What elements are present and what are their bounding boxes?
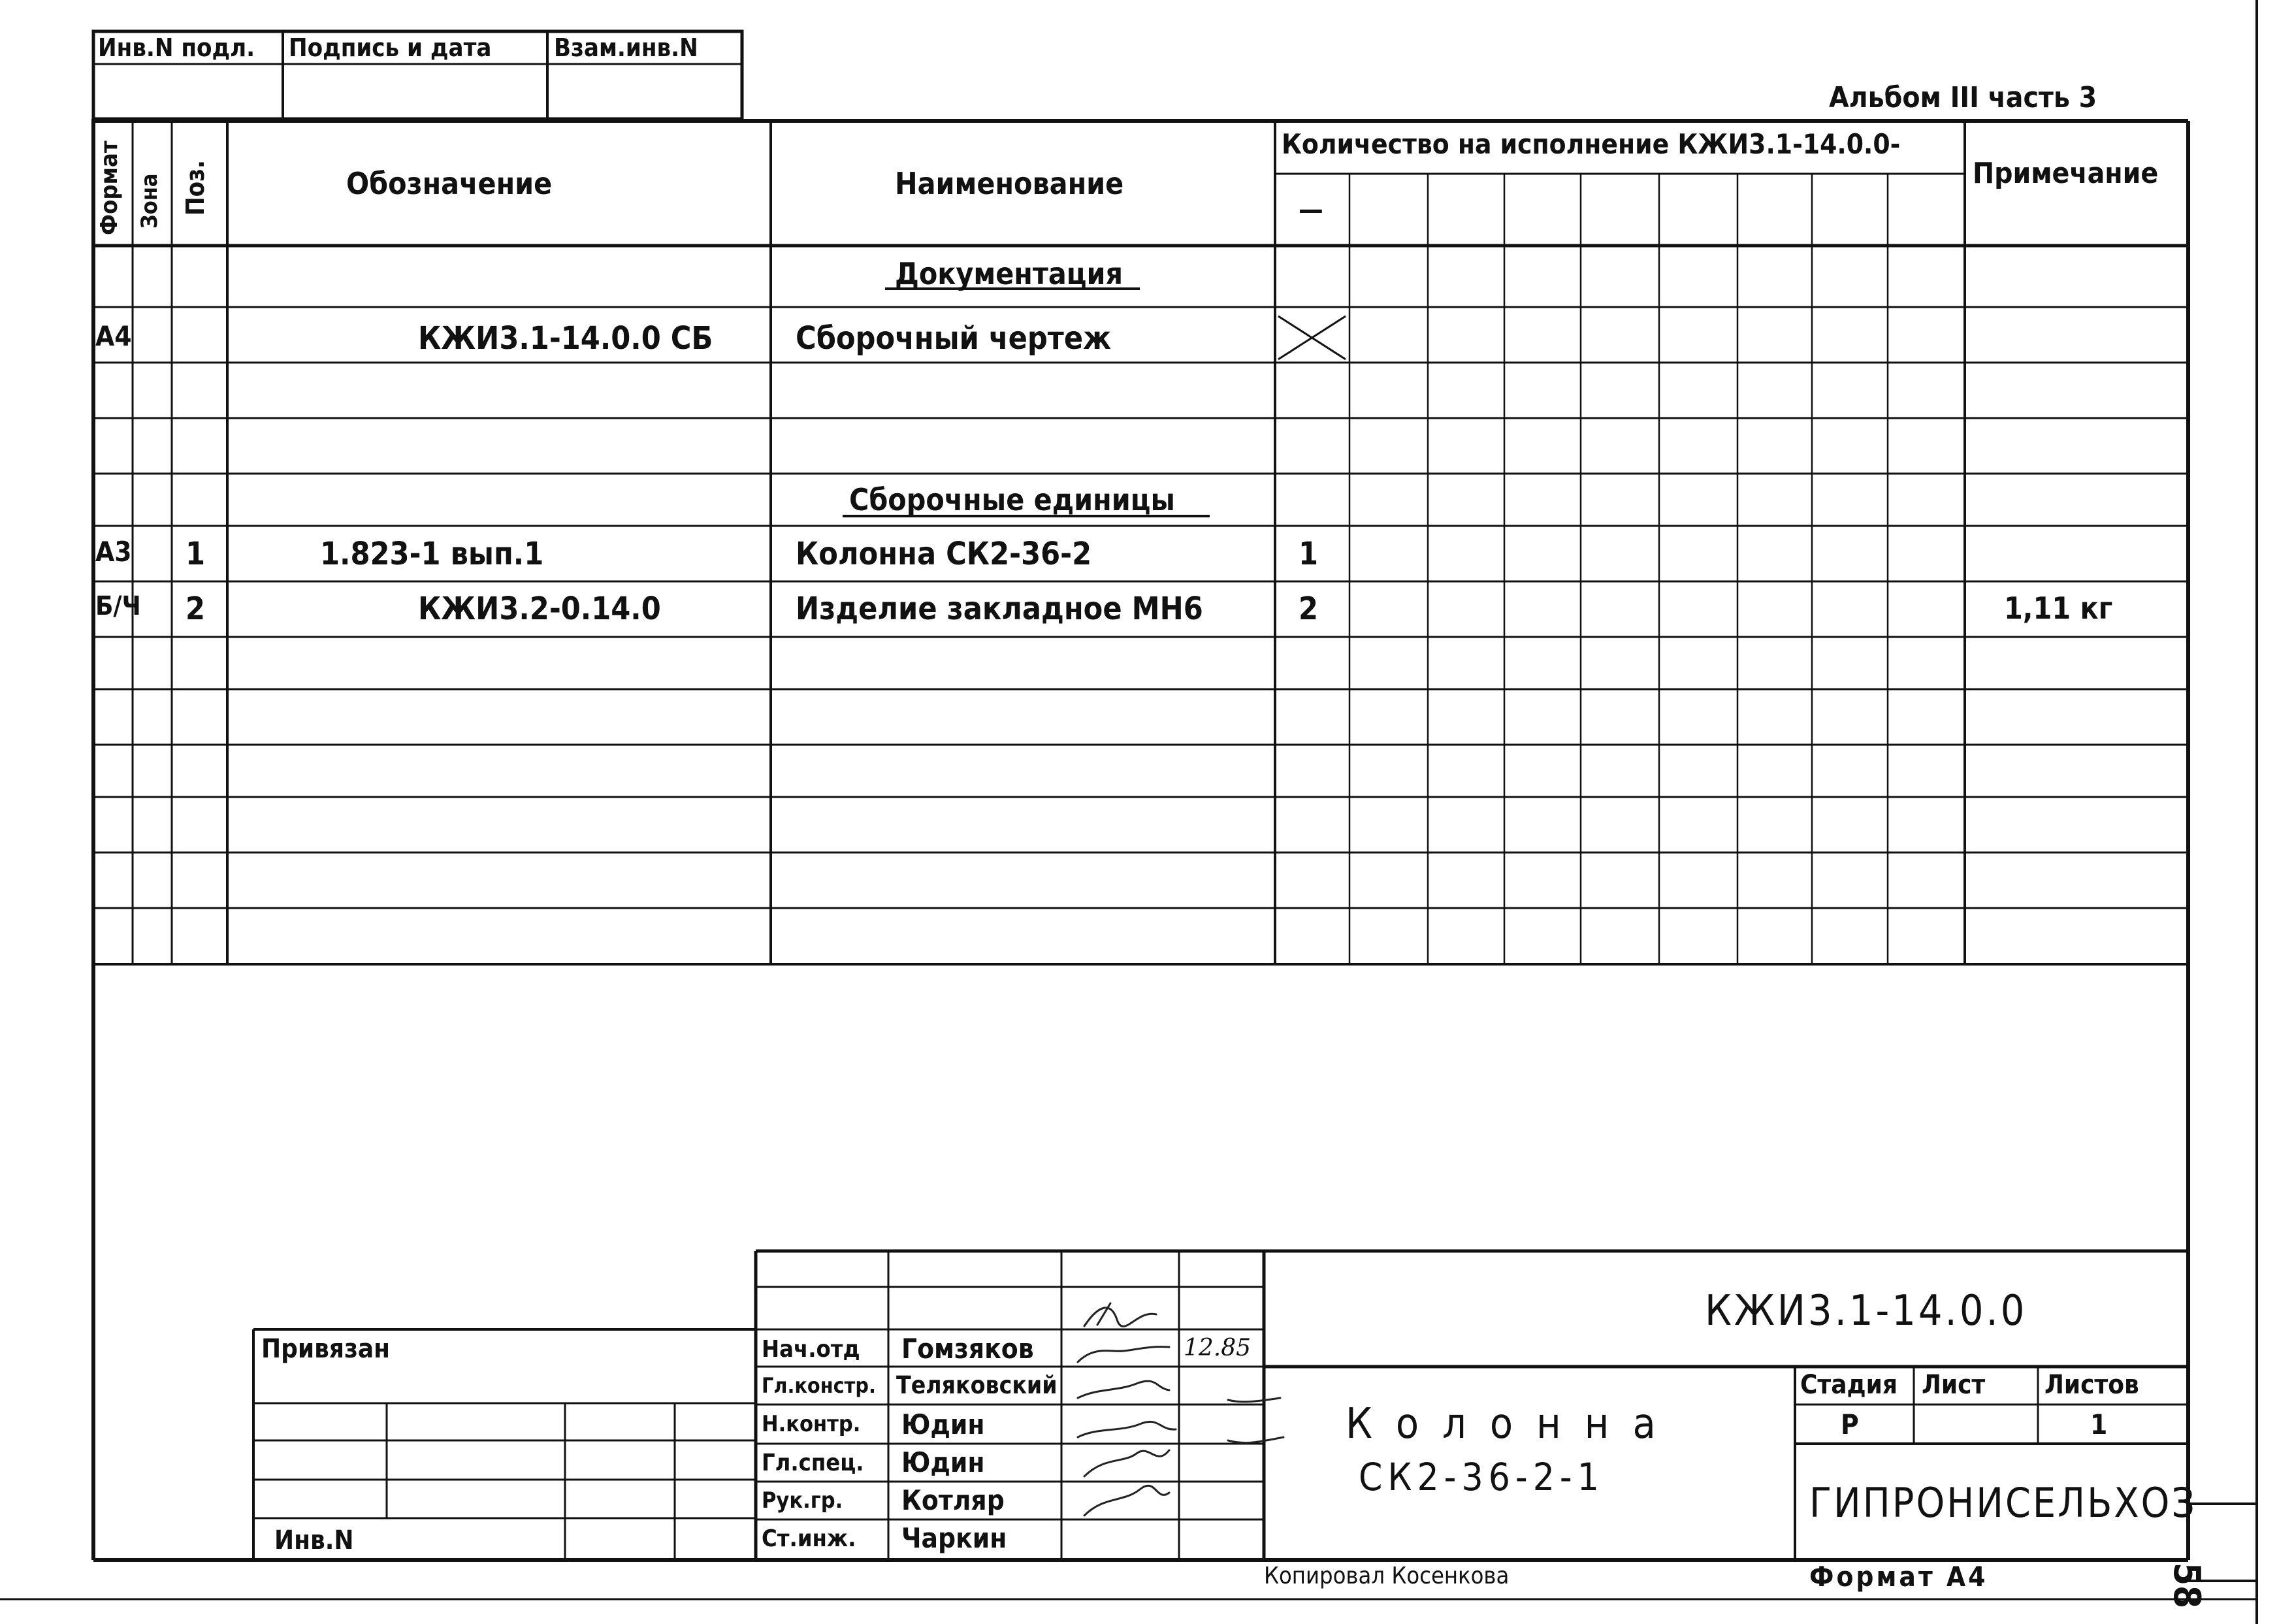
header-kolichestvo: Количество на исполнение КЖИ3.1-14.0.0- <box>1282 128 1901 160</box>
page-number: 58 <box>2165 1563 2208 1609</box>
privyazan-inv: Инв.N <box>274 1525 354 1555</box>
signer-5-name: Котляр <box>901 1484 1005 1516</box>
header-zona: Зона <box>137 173 163 229</box>
row-1-format: А4 <box>95 320 132 352</box>
header-oboznachenie: Обозначение <box>346 166 553 201</box>
signer-6-role: Ст.инж. <box>762 1525 856 1552</box>
header-naimenovanie: Наименование <box>895 166 1124 201</box>
row-3-oboznachenie: КЖИ3.2-0.14.0 <box>418 591 661 627</box>
row-3-naimenovanie: Изделие закладное МН6 <box>796 591 1203 627</box>
title-name-line2: СК2-36-2-1 <box>1359 1455 1604 1499</box>
signer-1-name: Гомзяков <box>901 1333 1034 1365</box>
privyazan-label: Привязан <box>261 1334 391 1364</box>
title-name-line1: Колонна <box>1346 1400 1679 1448</box>
signer-4-name: Юдин <box>901 1446 985 1478</box>
signer-4-role: Гл.спец. <box>762 1450 864 1476</box>
signer-2-role: Гл.констр. <box>762 1373 876 1398</box>
signer-3-name: Юдин <box>901 1408 985 1440</box>
stage-value: Р <box>1841 1408 1859 1440</box>
stage-label: Стадия <box>1800 1370 1898 1400</box>
stamp-vzam-inv: Взам.инв.N <box>554 33 698 62</box>
row-2-naimenovanie: Колонна СК2-36-2 <box>796 536 1092 572</box>
header-ispolnenie-first: — <box>1299 193 1323 225</box>
signer-1-role: Нач.отд <box>762 1336 860 1363</box>
album-label: Альбом III часть 3 <box>1829 81 2097 114</box>
row-3-format: Б/Ч <box>95 591 141 621</box>
signer-1-date: 12.85 <box>1184 1335 1252 1361</box>
signer-3-role: Н.контр. <box>762 1411 861 1437</box>
sheets-label: Листов <box>2044 1370 2139 1400</box>
header-primechanie: Примечание <box>1973 157 2159 190</box>
designation: КЖИ3.1-14.0.0 <box>1705 1287 2027 1335</box>
header-poz: Поз. <box>181 160 210 216</box>
row-2-format: А3 <box>95 536 132 568</box>
signer-2-name: Теляковский <box>896 1371 1058 1399</box>
row-2-oboznachenie: 1.823-1 вып.1 <box>320 536 544 572</box>
organization: ГИПРОНИСЕЛЬХОЗ <box>1809 1479 2197 1527</box>
sheet-label: Лист <box>1922 1370 1986 1400</box>
format-label: Формат А4 <box>1809 1561 1988 1593</box>
stamp-inv-podl: Инв.N подл. <box>98 33 255 62</box>
section-assembly-units: Сборочные единицы <box>849 482 1175 517</box>
copied-by: Копировал Косенкова <box>1264 1563 1510 1589</box>
row-1-naimenovanie: Сборочный чертеж <box>796 320 1112 357</box>
section-documentation: Документация <box>895 256 1123 291</box>
row-3-qty: 2 <box>1299 591 1319 627</box>
row-3-poz: 2 <box>186 591 206 627</box>
row-3-note: 1,11 кг <box>2004 591 2113 626</box>
sheets-value: 1 <box>2090 1408 2108 1440</box>
row-2-poz: 1 <box>186 536 206 572</box>
signer-6-name: Чаркин <box>901 1522 1007 1554</box>
row-1-oboznachenie: КЖИ3.1-14.0.0 СБ <box>418 320 713 357</box>
header-format: Формат <box>96 140 123 235</box>
signer-5-role: Рук.гр. <box>762 1487 843 1514</box>
stamp-podpis-data: Подпись и дата <box>289 33 492 62</box>
row-2-qty: 1 <box>1299 536 1319 572</box>
